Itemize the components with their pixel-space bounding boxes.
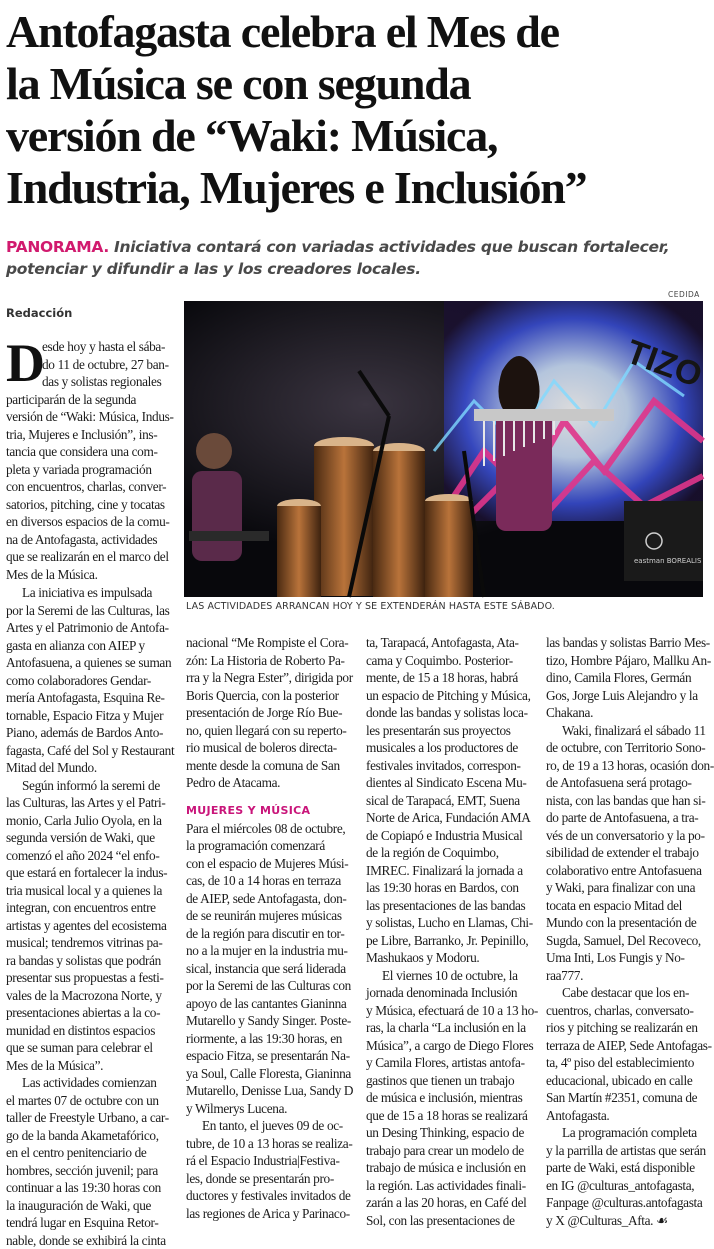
article-line: de la región para discutir en tor- — [186, 925, 358, 943]
article-line: de AIEP, sede Antofagasta, don- — [186, 890, 358, 908]
article-line: y la parrilla de artistas que serán — [546, 1142, 708, 1160]
article-line: ductores y festivales invitados de — [186, 1187, 358, 1205]
article-line: y solistas, Lucho en Llamas, Chi- — [366, 914, 538, 932]
article-line: por la Seremi de las Culturas, las — [6, 602, 178, 620]
article-line: presentar sus propuestas a festi- — [6, 969, 178, 987]
article-line: rá el Espacio Industria|Festiva- — [186, 1152, 358, 1170]
article-line: Mundo con la presentación de — [546, 914, 708, 932]
article-line: fagasta, Café del Sol y Restaurant — [6, 742, 178, 760]
article-line: sical, instancia que será liderada — [186, 960, 358, 978]
article-line: do 11 de octubre, 27 ban- — [6, 356, 178, 374]
article-line: rra y la Negra Ester”, dirigida por — [186, 669, 358, 687]
article-line: tornable, Espacio Fitza y Mujer — [6, 707, 178, 725]
article-line: vés de un conversatorio y la po- — [546, 827, 708, 845]
article-line: Mes de la Música. — [6, 566, 178, 584]
article-line: Las actividades comienzan — [6, 1074, 178, 1092]
section-kicker: PANORAMA. — [6, 238, 109, 256]
article-line: tancia que considera una com- — [6, 443, 178, 461]
photo-banner-text: eastman BOREALIS — [634, 557, 702, 565]
article-line: Sugda, Samuel, Del Recoveco, — [546, 932, 708, 950]
article-line: Mashukaos y Modoru. — [366, 949, 538, 967]
article-line: con encuentros, charlas, conver- — [6, 478, 178, 496]
concert-photo — [184, 301, 703, 597]
article-line: parte de Waki, está disponible — [546, 1159, 708, 1177]
article-line: Piano, además de Bardos Anto- — [6, 724, 178, 742]
article-line: ya Soul, Calle Floresta, Gianinna — [186, 1065, 358, 1083]
article-line: ta, Tarapacá, Antofagasta, Ata- — [366, 634, 538, 652]
article-line: Mitad del Mundo. — [6, 759, 178, 777]
article-line: en diversos espacios de la comu- — [6, 513, 178, 531]
article-line: integran, con encuentros entre — [6, 899, 178, 917]
article-line: pleta y variada programación — [6, 461, 178, 479]
subheadline-line: potenciar y difundir a las y los creadores locales. — [6, 258, 706, 280]
article-line: La iniciativa es impulsada — [6, 584, 178, 602]
article-line: artistas y agentes del ecosistema — [6, 917, 178, 935]
article-line: y Camila Flores, artistas antofa- — [366, 1054, 538, 1072]
article-line: go de la banda Akametafórico, — [6, 1127, 178, 1145]
article-line: versión de “Waki: Música, Indus- — [6, 408, 178, 426]
article-line: tendrá lugar en Esquina Retor- — [6, 1214, 178, 1232]
article-line: esde hoy y hasta el sába- — [6, 338, 178, 356]
article-line: las 19:30 horas en Bardos, con — [366, 879, 538, 897]
article-line: cas, de 10 a 14 horas en terraza — [186, 872, 358, 890]
article-line: tria, Mujeres e Inclusión”, ins- — [6, 426, 178, 444]
article-line: Pedro de Atacama. — [186, 774, 358, 792]
article-line: satorios, pitching, cine y tocatas — [6, 496, 178, 514]
article-line: mente desde la comuna de San — [186, 757, 358, 775]
article-line: un Desing Thinking, espacio de — [366, 1124, 538, 1142]
article-line: munidad en distintos espacios — [6, 1022, 178, 1040]
photo-credit: CEDIDA — [668, 290, 700, 299]
article-line: Norte de Arica, Fundación AMA — [366, 809, 538, 827]
article-line: dientes al Sindicato Escena Mu- — [366, 774, 538, 792]
article-headline — [6, 6, 706, 214]
article-line: las presentaciones de las bandas — [366, 897, 538, 915]
article-line: de Antofasuena será protago- — [546, 774, 708, 792]
article-line: continuar a las 19:30 horas con — [6, 1179, 178, 1197]
article-line: les presentarán sus proyectos — [366, 722, 538, 740]
article-line: trabajo para crear un modelo de — [366, 1142, 538, 1160]
headline-line: Industria, Mujeres e Inclusión” — [6, 162, 706, 214]
drop-cap: D — [6, 340, 42, 384]
article-line: cuentros, charlas, conversato- — [546, 1002, 708, 1020]
article-line: Gos, Jorge Luis Alejandro y la — [546, 687, 708, 705]
article-line: por la Seremi de las Culturas con — [186, 977, 358, 995]
article-line: San Martín #2351, comuna de — [546, 1089, 708, 1107]
article-subheadline — [6, 236, 706, 280]
article-line: ro, de 19 a 13 horas, ocasión don- — [546, 757, 708, 775]
article-line: las regiones de Arica y Parinaco- — [186, 1205, 358, 1223]
article-line: la inauguración de Waki, que — [6, 1197, 178, 1215]
article-line: sical de Tarapacá, EMT, Suena — [366, 792, 538, 810]
headline-line: versión de “Waki: Música, — [6, 110, 706, 162]
article-line: y X @Culturas_Afta. ☙ — [546, 1212, 708, 1230]
article-line: las bandas y solistas Barrio Mes- — [546, 634, 708, 652]
article-line: hombres, sección juvenil; para — [6, 1162, 178, 1180]
article-line: terraza de AIEP, Sede Antofagas- — [546, 1037, 708, 1055]
article-line: musicales a los productores de — [366, 739, 538, 757]
article-line: tizo, Hombre Pájaro, Mallku An- — [546, 652, 708, 670]
article-line: apoyo de las cantantes Gianinna — [186, 995, 358, 1013]
article-line: la programación comenzará — [186, 837, 358, 855]
article-line: rios y pitching se realizarán en — [546, 1019, 708, 1037]
byline: Redacción — [6, 306, 72, 320]
article-column-2 — [186, 634, 358, 1222]
article-line: Cabe destacar que los en- — [546, 984, 708, 1002]
article-line: tocata en espacio Mitad del — [546, 897, 708, 915]
article-line: que de 15 a 18 horas se realizará — [366, 1107, 538, 1125]
article-line: ras, la charla “La inclusión en la — [366, 1019, 538, 1037]
article-line: educacional, ubicado en calle — [546, 1072, 708, 1090]
article-line: y Wilmerys Lucena. — [186, 1100, 358, 1118]
article-line: nista, con las bandas que han si- — [546, 792, 708, 810]
article-line: na de Antofagasta, actividades — [6, 531, 178, 549]
headline-line: Antofagasta celebra el Mes de — [6, 6, 706, 58]
article-line: que se realizarán en el marco del — [6, 548, 178, 566]
article-line: con el espacio de Mujeres Músi- — [186, 855, 358, 873]
article-line: trabajo de música e inclusión en — [366, 1159, 538, 1177]
article-line: Mes de la Música”. — [6, 1057, 178, 1075]
article-column-1 — [6, 584, 178, 1249]
article-line: Boris Quercia, con la posterior — [186, 687, 358, 705]
article-line: colaborativo entre Antofasuena — [546, 862, 708, 880]
article-line: Música”, a cargo de Diego Flores — [366, 1037, 538, 1055]
article-line: Fanpage @culturas.antofagasta — [546, 1194, 708, 1212]
article-line: las Culturas, las Artes y el Patri- — [6, 794, 178, 812]
article-line: Antofasuena, a quienes se suman — [6, 654, 178, 672]
article-line: Chakana. — [546, 704, 708, 722]
article-line: en el centro penitenciario de — [6, 1144, 178, 1162]
article-line: gastinos que tienen un trabajo — [366, 1072, 538, 1090]
article-line: participarán de la segunda — [6, 391, 178, 409]
svg-text:TIZO: TIZO — [621, 333, 707, 395]
article-line: riormente, a las 19:30 horas, en — [186, 1030, 358, 1048]
article-line: IMREC. Finalizará la jornada a — [366, 862, 538, 880]
article-line: y Waki, para finalizar con una — [546, 879, 708, 897]
article-line: nacional “Me Rompiste el Cora- — [186, 634, 358, 652]
article-line: musical; tendremos vitrinas pa- — [6, 934, 178, 952]
article-line: donde las bandas y solistas loca- — [366, 704, 538, 722]
article-line: ta, 4º piso del establecimiento — [546, 1054, 708, 1072]
article-line: nable, donde se exhibirá la cinta — [6, 1232, 178, 1249]
article-column-3 — [366, 634, 538, 1229]
article-line: tubre, de 10 a 13 horas se realiza- — [186, 1135, 358, 1153]
article-line: do parte de Antofasuena, a tra- — [546, 809, 708, 827]
article-line: Artes y el Patrimonio de Antofa- — [6, 619, 178, 637]
subheadline-line: Iniciativa contará con variadas actividades que buscan fortalecer, — [114, 238, 669, 256]
article-line: Según informó la seremi de — [6, 777, 178, 795]
article-line: comenzó el año 2024 “el enfo- — [6, 847, 178, 865]
article-line: mería Antofagasta, Esquina Re- — [6, 689, 178, 707]
article-line: como colaboradores Gendar- — [6, 672, 178, 690]
article-line: presentaciones abiertas a la co- — [6, 1004, 178, 1022]
article-line: espacio Fitza, se presentarán Na- — [186, 1047, 358, 1065]
article-line: no a la mujer en la industria mu- — [186, 942, 358, 960]
article-line: zarán a las 20 horas, en Café del — [366, 1194, 538, 1212]
article-line: de octubre, con Territorio Sono- — [546, 739, 708, 757]
article-line: jornada denominada Inclusión — [366, 984, 538, 1002]
concert-photo-illustration — [184, 301, 703, 597]
article-line: taller de Freestyle Urbano, a car- — [6, 1109, 178, 1127]
article-line: gasta en alianza con AIEP y — [6, 637, 178, 655]
article-line: raa777. — [546, 967, 708, 985]
article-line: tria musical local y a quienes la — [6, 882, 178, 900]
article-line: rio musical de boleros directa- — [186, 739, 358, 757]
article-line: de se reunirán mujeres músicas — [186, 907, 358, 925]
article-line: sibilidad de extender el trabajo — [546, 844, 708, 862]
article-line: Uma Inti, Los Fungis y No- — [546, 949, 708, 967]
article-line: Waki, finalizará el sábado 11 — [546, 722, 708, 740]
article-line: en IG @culturas_antofagasta, — [546, 1177, 708, 1195]
article-line: no, quien llegará con su reperto- — [186, 722, 358, 740]
article-line: monio, Carla Julio Oyola, en la — [6, 812, 178, 830]
article-line: cama y Coquimbo. Posterior- — [366, 652, 538, 670]
section-subheading: MUJERES Y MÚSICA — [186, 802, 358, 820]
article-line: de la región de Coquimbo, — [366, 844, 538, 862]
article-line: la región. Las actividades finali- — [366, 1177, 538, 1195]
article-line: El viernes 10 de octubre, la — [366, 967, 538, 985]
article-line: presentación de Jorge Río Bue- — [186, 704, 358, 722]
article-line: La programación completa — [546, 1124, 708, 1142]
article-column-4 — [546, 634, 708, 1229]
article-line: En tanto, el jueves 09 de oc- — [186, 1117, 358, 1135]
photo-caption: LAS ACTIVIDADES ARRANCAN HOY Y SE EXTENDERÁN HASTA ESTE SÁBADO. — [186, 601, 702, 612]
article-line: Para el miércoles 08 de octubre, — [186, 820, 358, 838]
article-line: festivales invitados, correspon- — [366, 757, 538, 775]
article-line: ra bandas y solistas que podrán — [6, 952, 178, 970]
article-line: das y solistas regionales — [6, 373, 178, 391]
article-line: pe Libre, Barranko, Jr. Pepinillo, — [366, 932, 538, 950]
article-line: que se suman para celebrar el — [6, 1039, 178, 1057]
article-line: segunda versión de Waki, que — [6, 829, 178, 847]
article-line: un espacio de Pitching y Música, — [366, 687, 538, 705]
headline-line: la Música se con segunda — [6, 58, 706, 110]
article-column-1-lead — [6, 338, 178, 583]
article-line: mente, de 15 a 18 horas, habrá — [366, 669, 538, 687]
article-line: Antofagasta. — [546, 1107, 708, 1125]
article-line: de música e inclusión, mientras — [366, 1089, 538, 1107]
article-line: Mutarello y Sandy Singer. Poste- — [186, 1012, 358, 1030]
article-line: les, donde se presentarán pro- — [186, 1170, 358, 1188]
article-line: Mutarello, Denisse Lua, Sandy D — [186, 1082, 358, 1100]
article-line: y Música, efectuará de 10 a 13 ho- — [366, 1002, 538, 1020]
article-line: de Copiapó e Industria Musical — [366, 827, 538, 845]
article-line: dino, Camila Flores, Germán — [546, 669, 708, 687]
article-line: el martes 07 de octubre con un — [6, 1092, 178, 1110]
article-line: zón: La Historia de Roberto Pa- — [186, 652, 358, 670]
article-line: que estará en fortalecer la indus- — [6, 864, 178, 882]
article-line: vales de la Macrozona Norte, y — [6, 987, 178, 1005]
article-line: Sol, con las presentaciones de — [366, 1212, 538, 1230]
